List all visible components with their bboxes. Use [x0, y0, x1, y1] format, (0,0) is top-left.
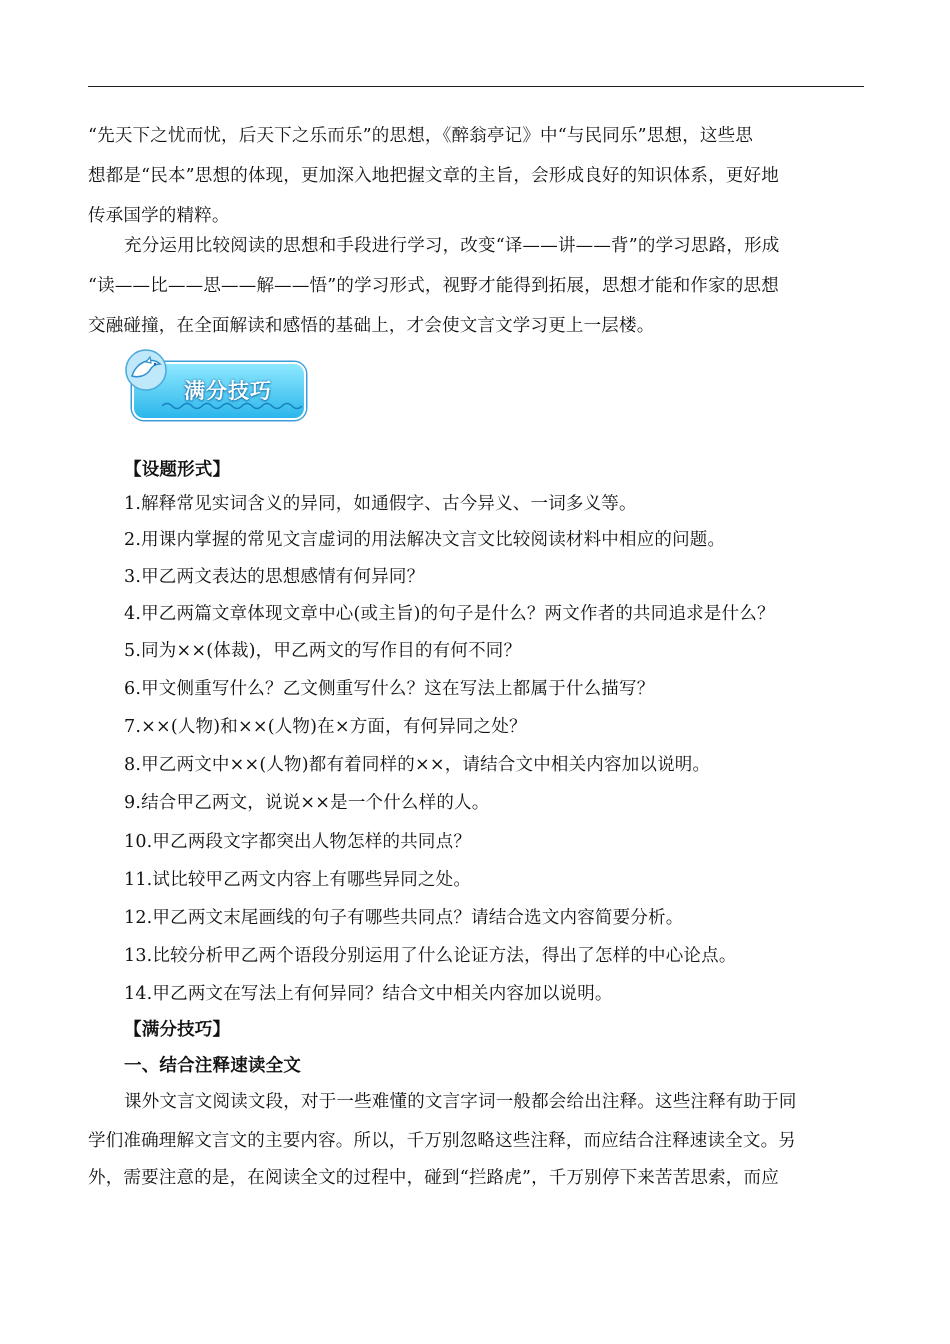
intro-line: “读——比——思——解——悟”的学习形式，视野才能得到拓展，思想才能和作家的思想: [88, 276, 779, 296]
intro-line: 想都是“民本”思想的体现，更加深入地把握文章的主旨，会形成良好的知识体系，更好地: [88, 166, 779, 186]
list-item: 1.解释常见实词含义的异同，如通假字、古今异义、一词多义等。: [124, 494, 637, 514]
question-forms-heading: 【设题形式】: [124, 460, 231, 480]
tips-subheading: 一、结合注释速读全文: [124, 1056, 301, 1076]
tips-paragraph-line: 学们准确理解文言文的主要内容。所以，千万别忽略这些注释，而应结合注释速读全文。另: [88, 1131, 796, 1151]
tips-paragraph-line: 课外文言文阅读文段，对于一些难懂的文言字词一般都会给出注释。这些注释有助于同: [124, 1092, 797, 1112]
list-item: 4.甲乙两篇文章体现文章中心(或主旨)的句子是什么？两文作者的共同追求是什么？: [124, 604, 775, 624]
list-item: 13.比较分析甲乙两个语段分别运用了什么论证方法，得出了怎样的中心论点。: [124, 946, 737, 966]
list-item: 5.同为××(体裁)，甲乙两文的写作目的有何不同？: [124, 641, 522, 661]
dolphin-icon: [122, 346, 170, 394]
intro-line: 充分运用比较阅读的思想和手段进行学习，改变“译——讲——背”的学习思路，形成: [124, 236, 780, 256]
list-item: 2.用课内掌握的常见文言虚词的用法解决文言文比较阅读材料中相应的问题。: [124, 530, 726, 550]
list-item: 8.甲乙两文中××(人物)都有着同样的××，请结合文中相关内容加以说明。: [124, 755, 711, 775]
list-item: 9.结合甲乙两文，说说××是一个什么样的人。: [124, 793, 490, 813]
list-item: 7.××(人物)和××(人物)在×方面，有何异同之处？: [124, 717, 527, 737]
intro-line: 交融碰撞，在全面解读和感悟的基础上，才会使文言文学习更上一层楼。: [88, 316, 655, 336]
list-item: 6.甲文侧重写什么？乙文侧重写什么？这在写法上都属于什么描写？: [124, 679, 655, 699]
list-item: 11.试比较甲乙两文内容上有哪些异同之处。: [124, 870, 472, 890]
section-banner: [122, 346, 304, 422]
wave-decoration-icon: [162, 400, 302, 412]
tips-paragraph-line: 外，需要注意的是，在阅读全文的过程中，碰到“拦路虎”，千万别停下来苦苦思索，而应: [88, 1168, 779, 1188]
list-item: 12.甲乙两文末尾画线的句子有哪些共同点？请结合选文内容简要分析。: [124, 908, 684, 928]
header-rule: [88, 86, 864, 87]
list-item: 10.甲乙两段文字都突出人物怎样的共同点？: [124, 832, 472, 852]
intro-line: “先天下之忧而忧，后天下之乐而乐”的思想，《醉翁亭记》中“与民同乐”思想，这些思: [88, 126, 754, 146]
tips-heading: 【满分技巧】: [124, 1020, 231, 1040]
intro-line: 传承国学的精粹。: [88, 206, 230, 226]
banner-label: 满分技巧: [184, 379, 272, 403]
list-item: 14.甲乙两文在写法上有何异同？结合文中相关内容加以说明。: [124, 984, 613, 1004]
list-item: 3.甲乙两文表达的思想感情有何异同？: [124, 567, 425, 587]
